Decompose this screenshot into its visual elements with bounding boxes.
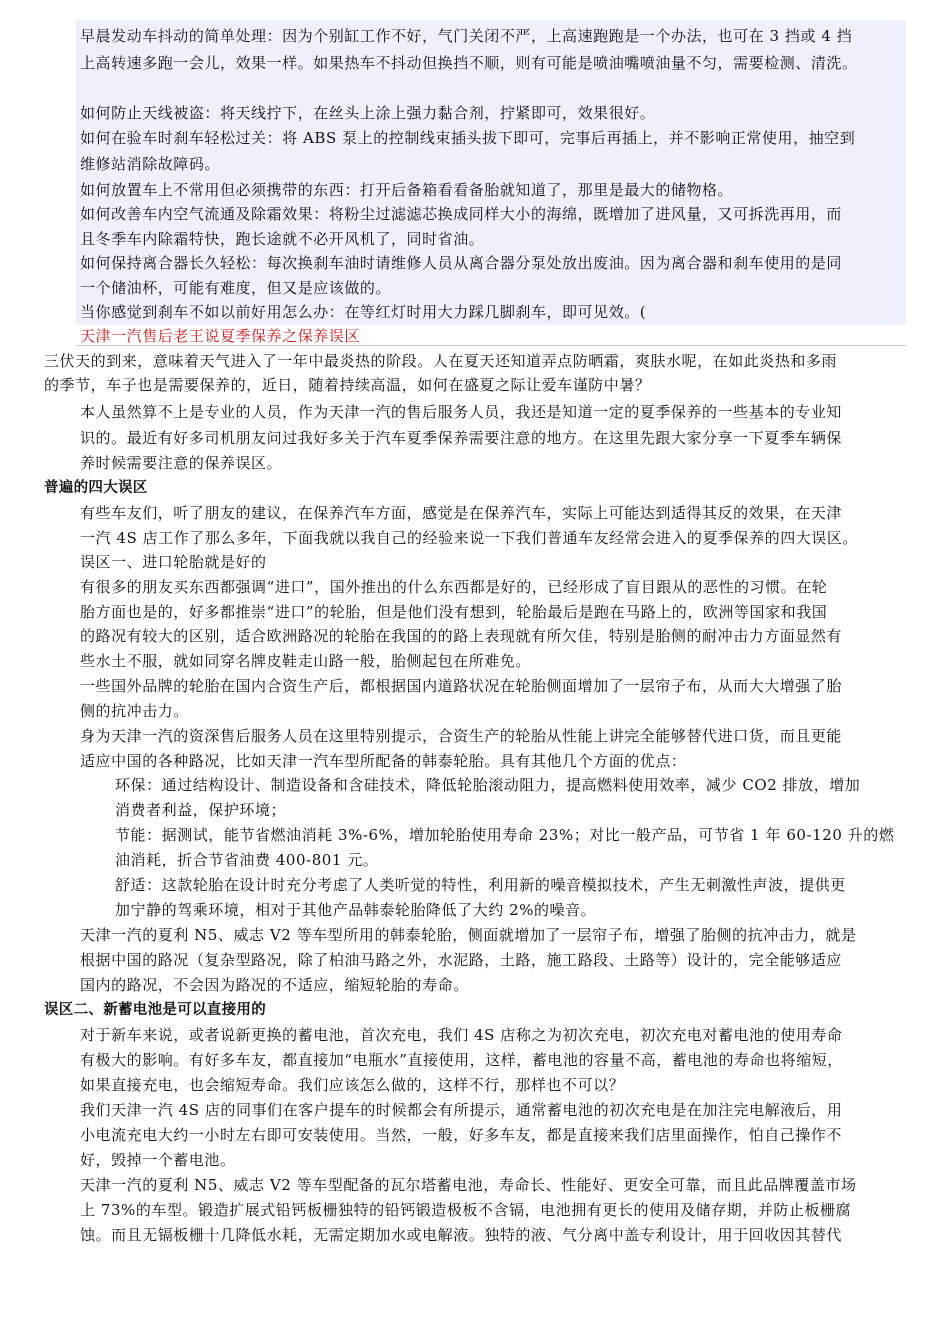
body-line: 有些车友们，听了朋友的建议，在保养汽车方面，感觉是在保养汽车，实际上可能达到适得其反的效果，在天津 xyxy=(80,504,842,522)
tip-line: 且冬季车内除霜特快，跑长途就不必开风机了，同时省油。 xyxy=(80,230,485,248)
body-line: 侧的抗冲击力。 xyxy=(80,702,189,720)
body-line: 些水土不服，就如同穿名牌皮鞋走山路一般，胎侧起包在所难免。 xyxy=(80,652,531,670)
section-heading: 普遍的四大误区 xyxy=(44,480,148,496)
body-line: 好，毁掉一个蓄电池。 xyxy=(80,1151,236,1169)
tip-line: 早晨发动车抖动的简单处理：因为个别缸工作不好，气门关闭不严，上高速跑跑是一个办法，也可在 3 挡或 4 挡 xyxy=(80,27,853,45)
body-line: 有很多的朋友买东西都强调“进口”，国外推出的什么东西都是好的，已经形成了盲目跟从的恶性的习惯。在轮 xyxy=(80,578,828,596)
tip-line: 上高转速多跑一会儿，效果一样。如果热车不抖动但换挡不顺，则有可能是喷油嘴喷油量不匀，需要检测、清洗。 xyxy=(80,54,858,72)
tip-line: 如何改善车内空气流通及除霜效果：将粉尘过滤滤芯换成同样大小的海绵，既增加了进风量，又可拆洗再用，而 xyxy=(80,205,842,223)
benefit-line: 环保：通过结构设计、制造设备和含硅技术，降低轮胎滚动阻力，提高燃料使用效率，减少 CO2 排放，增加 xyxy=(115,776,861,794)
article-title: 天津一汽售后老王说夏季保养之保养误区 xyxy=(80,327,360,345)
title-divider xyxy=(76,345,906,346)
body-line: 身为天津一汽的资深售后服务人员在这里特别提示，合资生产的轮胎从性能上讲完全能够替代进口货，而且更能 xyxy=(80,727,842,745)
tip-line: 如何保持离合器长久轻松：每次换刹车油时请维修人员从离合器分泵处放出废油。因为离合器和刹车使用的是同 xyxy=(80,254,842,272)
body-line: 识的。最近有好多司机朋友问过我好多关于汽车夏季保养需要注意的地方。在这里先跟大家分享一下夏季车辆保 xyxy=(80,429,842,447)
benefit-line: 节能：据测试，能节省燃油消耗 3%-6%，增加轮胎使用寿命 23%；对比一般产品，可节省 1 年 60-120 升的燃 xyxy=(115,826,895,844)
section-heading: 误区二、新蓄电池是可以直接用的 xyxy=(44,1002,266,1018)
body-line: 上 73%的车型。锻造扩展式铅钙板栅独特的铅钙锻造极板不含镉，电池拥有更长的使用及储存期，并防止板栅腐 xyxy=(80,1201,852,1219)
tip-line: 当你感觉到刹车不如以前好用怎么办：在等红灯时用大力踩几脚刹车，即可见效。( xyxy=(80,303,647,321)
body-line: 胎方面也是的，好多都推崇“进口”的轮胎，但是他们没有想到，轮胎最后是跑在马路上的，欧洲等国家和我国 xyxy=(80,603,828,621)
body-line: 如果直接充电，也会缩短寿命。我们应该怎么做的，这样不行，那样也不可以？ xyxy=(80,1076,625,1094)
benefit-line: 加宁静的驾乘环境，相对于其他产品韩泰轮胎降低了大约 2%的噪音。 xyxy=(115,901,597,919)
body-line: 蚀。而且无镉板栅十几降低水耗，无需定期加水或电解液。独特的液、气分离中盖专利设计，用于回收因其替代 xyxy=(80,1226,842,1244)
body-line: 一些国外品牌的轮胎在国内合资生产后，都根据国内道路状况在轮胎侧面增加了一层帘子布，从而大大增强了胎 xyxy=(80,677,842,695)
body-line: 三伏天的到来，意味着天气进入了一年中最炎热的阶段。人在夏天还知道弄点防晒霜，爽肤水呢，在如此炎热和多雨 xyxy=(44,352,838,370)
body-line: 天津一汽的夏利 N5、威志 V2 等车型配备的瓦尔塔蓄电池，寿命长、性能好、更安全可靠，而且此品牌覆盖市场 xyxy=(80,1176,857,1194)
body-line: 国内的路况，不会因为路况的不适应，缩短轮胎的寿命。 xyxy=(80,976,469,994)
tip-line: 如何在验车时刹车轻松过关：将 ABS 泵上的控制线束插头拔下即可，完事后再插上，并不影响正常使用，抽空到 xyxy=(80,129,856,147)
body-line: 我们天津一汽 4S 店的同事们在客户提车的时候都会有所提示，通常蓄电池的初次充电是在加注完电解液后，用 xyxy=(80,1101,843,1119)
body-line: 对于新车来说，或者说新更换的蓄电池，首次充电，我们 4S 店称之为初次充电，初次充电对蓄电池的使用寿命 xyxy=(80,1026,843,1044)
benefit-line: 消费者利益，保护环境； xyxy=(115,801,287,819)
body-line: 一汽 4S 店工作了那么多年，下面我就以我自己的经验来说一下我们普通车友经常会进入的夏季保养的四大误区。 xyxy=(80,529,858,547)
body-line: 的季节，车子也是需要保养的，近日，随着持续高温，如何在盛夏之际让爱车谨防中暑？ xyxy=(44,376,651,394)
subsection-heading: 误区一、进口轮胎就是好的 xyxy=(80,553,267,571)
body-line: 天津一汽的夏利 N5、威志 V2 等车型所用的韩泰轮胎，侧面就增加了一层帘子布，增强了胎侧的抗冲击力，就是 xyxy=(80,926,857,944)
tip-line: 一个储油杯，可能有难度，但又是应该做的。 xyxy=(80,279,392,297)
body-line: 根据中国的路况（复杂型路况，除了柏油马路之外，水泥路，土路，施工路段、土路等）设计的，完全能够适应 xyxy=(80,951,842,969)
tip-line: 如何放置车上不常用但必须携带的东西：打开后备箱看看备胎就知道了，那里是最大的储物格。 xyxy=(80,181,734,199)
benefit-line: 舒适：这款轮胎在设计时充分考虑了人类听觉的特性，利用新的噪音模拟技术，产生无刺激性声波，提供更 xyxy=(115,876,846,894)
body-line: 适应中国的各种路况，比如天津一汽车型所配备的韩泰轮胎。具有其他几个方面的优点： xyxy=(80,752,687,770)
benefit-line: 油消耗，折合节省油费 400-801 元。 xyxy=(115,851,379,869)
body-line: 养时候需要注意的保养误区。 xyxy=(80,454,283,472)
tip-line: 如何防止天线被盗：将天线拧下，在丝头上涂上强力黏合剂，拧紧即可，效果很好。 xyxy=(80,104,656,122)
body-line: 本人虽然算不上是专业的人员，作为天津一汽的售后服务人员，我还是知道一定的夏季保养的一些基本的专业知 xyxy=(80,403,842,421)
tip-line: 维修站消除故障码。 xyxy=(80,155,220,173)
body-line: 有极大的影响。有好多车友，都直接加“电瓶水”直接使用，这样，蓄电池的容量不高，蓄电池的寿命也将缩短， xyxy=(80,1051,843,1069)
body-line: 的路况有较大的区别，适合欧洲路况的轮胎在我国的的路上表现就有所欠佳，特别是胎侧的耐冲击力方面显然有 xyxy=(80,627,842,645)
body-line: 小电流充电大约一小时左右即可安装使用。当然，一般，好多车友，都是直接来我们店里面操作，怕自己操作不 xyxy=(80,1126,842,1144)
